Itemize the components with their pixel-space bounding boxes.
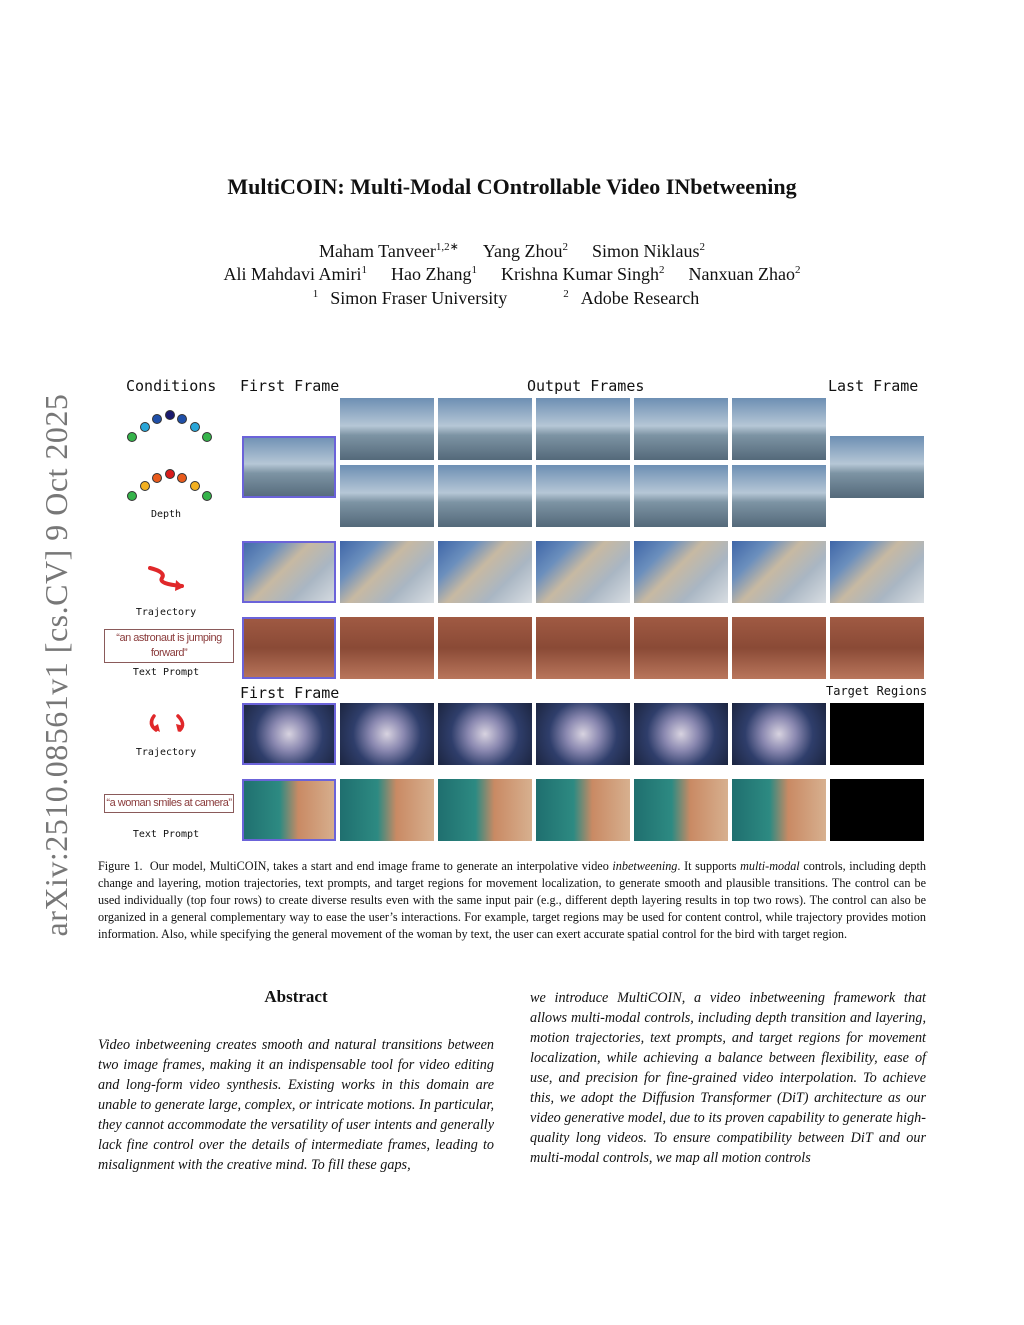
- header-first-frame: First Frame: [240, 377, 340, 395]
- affiliation-sup: 2: [563, 288, 569, 300]
- author-name: Ali Mahdavi Amiri$^1$: [223, 264, 368, 284]
- last-frame-image: [830, 617, 924, 679]
- depth-dot: [140, 422, 150, 432]
- first-frame-image: [242, 436, 336, 498]
- output-frame-image: [438, 398, 532, 460]
- author-name: Maham Tanveer$^{1,2∗}$: [318, 241, 459, 261]
- output-frame-image: [340, 703, 434, 765]
- depth-dot: [127, 432, 137, 442]
- header-first-frame-2: First Frame: [240, 684, 340, 702]
- prompt-astronaut: “an astronaut is jumping forward”: [104, 629, 234, 663]
- trajectory-arrows-pair-icon: [144, 712, 192, 736]
- output-frame-image: [634, 703, 728, 765]
- depth-dot: [140, 481, 150, 491]
- caption-text: [98, 859, 926, 941]
- output-frame-image: [438, 617, 532, 679]
- output-frame-image: [536, 541, 630, 603]
- last-frame-image: [830, 541, 924, 603]
- depth-dot: [127, 491, 137, 501]
- affiliation-name: Simon Fraser University: [330, 288, 508, 308]
- output-frame-image: [438, 703, 532, 765]
- author-name: Hao Zhang$^1$: [391, 264, 478, 284]
- output-frame-image: [536, 779, 630, 841]
- output-frame-image: [340, 398, 434, 460]
- prompt-woman: “a woman smiles at camera”: [104, 794, 234, 813]
- affiliation-sup: 1: [312, 288, 319, 300]
- author-affil-sup: 1: [361, 264, 368, 276]
- output-frame-image: [340, 779, 434, 841]
- output-frame-image: [340, 465, 434, 527]
- output-frame-image: [732, 465, 826, 527]
- output-frame-image: [634, 465, 728, 527]
- output-frame-image: [634, 617, 728, 679]
- label-text-prompt-1: Text Prompt: [132, 667, 200, 678]
- output-frame-image: [340, 541, 434, 603]
- author-affil-sup: 1,2∗: [435, 241, 459, 253]
- header-target-regions: Target Regions: [826, 684, 928, 698]
- caption-fragment: inbetweening: [612, 859, 678, 873]
- target-region-image: [830, 779, 924, 841]
- trajectory-arrow-icon: [144, 562, 190, 594]
- depth-dot: [202, 432, 212, 442]
- output-frame-image: [732, 703, 826, 765]
- output-frame-image: [536, 703, 630, 765]
- output-frame-image: [438, 465, 532, 527]
- label-trajectory-1: Trajectory: [135, 607, 197, 618]
- caption-fragment: Our model, MultiCOIN, takes a start and end image frame to generate an interpolative video: [149, 859, 613, 873]
- author-name: Nanxuan Zhao$^2$: [688, 264, 801, 284]
- output-frame-image: [732, 541, 826, 603]
- first-frame-image: [242, 541, 336, 603]
- output-frame-image: [634, 779, 728, 841]
- author-affil-sup: 2: [699, 241, 706, 253]
- output-frame-image: [634, 398, 728, 460]
- paper-title: MultiCOIN: Multi-Modal COntrollable Video INbetweening: [227, 174, 797, 199]
- output-frame-image: [438, 541, 532, 603]
- output-frame-image: [732, 617, 826, 679]
- first-frame-image: [242, 617, 336, 679]
- author-affil-sup: 2: [794, 264, 801, 276]
- caption-fragment: multi-modal: [740, 859, 800, 873]
- label-depth: Depth: [150, 509, 182, 520]
- figure-caption: [98, 858, 926, 943]
- depth-dot: [177, 414, 187, 424]
- first-frame-image: [242, 779, 336, 841]
- output-frame-image: [732, 779, 826, 841]
- author-name: Simon Niklaus$^2$: [592, 241, 706, 261]
- output-frame-image: [732, 398, 826, 460]
- abstract-heading: Abstract: [264, 987, 328, 1006]
- abstract-left-column: Video inbetweening creates smooth and natural transitions between two image frames, making it an indispensable tool for video editing and long-form video synthesis. Existing works in this domain are unable to generate large, complex, or intricate motions. In particular, they cannot accommodate the versatility of user intents and generally lack fine control over the details of intermediate frames, leading to misalignment with the creative mind. To fill these gaps,: [98, 1037, 494, 1173]
- first-frame-image: [242, 703, 336, 765]
- depth-dot: [165, 469, 175, 479]
- depth-dot: [202, 491, 212, 501]
- author-name: Krishna Kumar Singh$^2$: [501, 264, 665, 284]
- abstract-right-column: we introduce MultiCOIN, a video inbetweening framework that allows multi-modal controls, including depth transition and layering, motion trajectories, text prompts, and target regions for movement localization, while achieving a balance between flexibility, ease of use, and precision for fine-grained video interpolation. To achieve this, we adopt the Diffusion Transformer (DiT) architecture as our video generative model, due to its proven capability to generate high-quality long videos. To ensure compatibility between DiT and our multi-modal controls, we map all motion controls: [530, 990, 926, 1166]
- label-text-prompt-2: Text Prompt: [132, 829, 200, 840]
- output-frame-image: [536, 465, 630, 527]
- depth-dot: [177, 473, 187, 483]
- author-name: Yang Zhou$^2$: [482, 241, 568, 261]
- header-output-frames: Output Frames: [527, 377, 645, 395]
- author-affil-sup: 2: [562, 241, 568, 253]
- target-region-image: [830, 703, 924, 765]
- output-frame-image: [340, 617, 434, 679]
- depth-dot: [190, 481, 200, 491]
- output-frame-image: [438, 779, 532, 841]
- depth-dot: [165, 410, 175, 420]
- caption-fragment: controls, including depth change and layering, motion trajectories, text prompts, and target regions for movement localization, to generate smooth and plausible transitions. The control can be used individually (top four rows) to create diverse results even with the same input pair (e.g., different depth layering results in top two rows). The control can also be organized in a general complementary way to ease the user’s interactions. For example, target regions may be used for content control, while trajectory provides motion information. Also, while specifying the general movement of the woman by text, the user can exert accurate spatial control for the bird with target region.: [98, 859, 926, 942]
- output-frame-image: [634, 541, 728, 603]
- arxiv-stamp: arXiv:2510.08561v1 [cs.CV] 9 Oct 2025: [38, 393, 74, 937]
- affiliation-name: Adobe Research: [580, 288, 700, 308]
- caption-label: Figure 1.: [98, 859, 143, 873]
- output-frame-image: [536, 398, 630, 460]
- last-frame-image: [830, 436, 924, 498]
- author-affil-sup: 1: [471, 264, 478, 276]
- header-conditions: Conditions: [126, 377, 217, 395]
- label-trajectory-2: Trajectory: [135, 747, 197, 758]
- header-last-frame: Last Frame: [828, 377, 919, 395]
- output-frame-image: [536, 617, 630, 679]
- depth-dot: [190, 422, 200, 432]
- author-affil-sup: 2: [659, 264, 665, 276]
- depth-dot: [152, 473, 162, 483]
- caption-fragment: . It supports: [677, 859, 741, 873]
- depth-dot: [152, 414, 162, 424]
